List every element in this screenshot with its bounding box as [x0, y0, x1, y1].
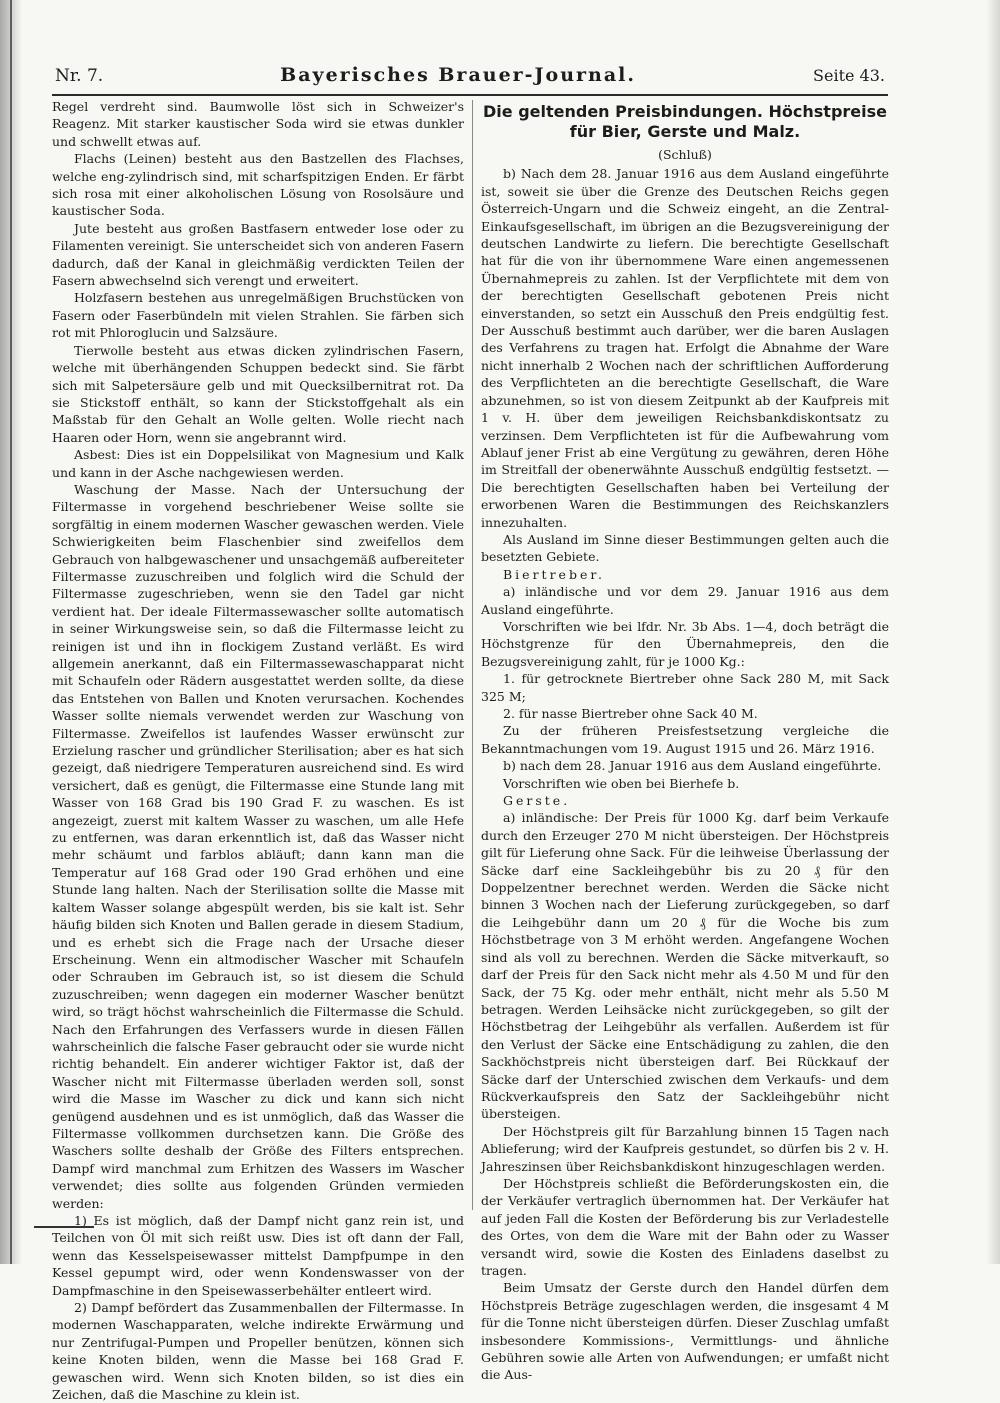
- paragraph: a) inländische: Der Preis für 1000 Kg. darf beim Verkaufe durch den Erzeuger 270 M nicht übersteigen. Der Höchstpreis gilt für Lieferung ohne Sack. Für die leihweise Überlassung der Säcke darf eine Sackleihgebühr bis zu 20 ₰ für den Doppelzentner berechnet werden. Werden die Säcke nicht binnen 3 Wochen nach der Lieferung zurückgegeben, so darf die Leihgebühr dann um 20 ₰ für die Woche bis zum Höchstbetrage von 3 M erhöht werden. Angefangene Wochen sind als voll zu berechnen. Werden die Säcke mitverkauft, so darf der Preis für den Sack nicht mehr als 4.50 M und für den Sack, der 75 Kg. oder mehr enthält, nicht mehr als 5.50 M betragen. Werden Leihsäcke nicht zurückgegeben, so gilt der Höchstbetrag der Leihgebühr als verfallen. Außerdem ist für den Verlust der Säcke eine Entschädigung zu zahlen, die den Sackhöchstpreis nicht übersteigen darf. Bei Rückkauf der Säcke darf der Unterschied zwischen dem Verkaufs- und dem Rückverkaufspreis den Satz der Sackleihgebühr nicht übersteigen.: [481, 810, 889, 1122]
- paragraph: Waschung der Masse. Nach der Untersuchung der Filtermasse in vorgehend beschriebener Weise sollte sie sorgfältig in einem modernen Wascher gewaschen werden. Viele Schwierigkeiten beim Flaschenbier sind zweifellos dem Gebrauch von halbgewaschener und unsachgemäß aufbereiteter Filtermasse zuzuschreiben und folglich wird die Schuld der Filtermasse zugeschrieben, wenn sie den Tadel gar nicht verdient hat. Der ideale Filtermassewascher sollte automatisch in seiner Wirkungsweise sein, so daß die Filtermasse leicht zu reinigen ist und ihn in flockigem Zustand verläßt. Es wird allgemein anerkannt, daß ein Filtermassewaschapparat nicht mit Schaufeln oder Rädern ausgestattet werden sollte, da diese das Entstehen von Ballen und Knoten verursachen. Kochendes Wasser sollte niemals verwendet werden zur Waschung von Filtermasse. Zweifellos ist laufendes Wasser erwünscht zur Erzielung rascher und gründlicher Sterilisation; aber es hat sich gezeigt, daß niedrigere Temperaturen ausreichend sind. Es wird versichert, daß es genügt, die Filtermasse eine Stunde lang mit Wasser von 168 Grad bis 190 Grad F. zu waschen. Es ist angezeigt, zuerst mit kaltem Wasser zu waschen, um alle Hefe zu entfernen, was daran erkenntlich ist, daß das Wasser nicht mehr schäumt und farblos abläuft; dann kann man die Temperatur auf 168 Grad oder 190 Grad erhöhen und eine Stunde lang halten. Nach der Sterilisation sollte die Masse mit kaltem Wasser solange abgespült werden, bis sie kalt ist. Sehr häufig bilden sich Knoten und Ballen gerade in diesem Stadium, und es erhebt sich die Frage nach der Ursache dieser Erscheinung. Wenn ein altmodischer Wascher mit Schaufeln oder Schrauben im Gebrauch ist, so ist diesem die Schuld zuzuschreiben; wenn dagegen ein moderner Wascher benützt wird, so trägt höchst wahrscheinlich die Filtermasse die Schuld. Nach den Erfahrungen des Verfassers wurde in diesen Fällen wahrscheinlich die falsche Faser gebraucht oder sie wurde nicht richtig behandelt. Ein anderer wichtiger Faktor ist, daß der Wascher nicht mit Filtermasse überladen werden soll, sonst wird die Masse im Wascher zu dick und kann sich nicht genügend ausdehnen und es ist unmöglich, daß das Wasser die Filtermasse vollkommen durchsetzen kann. Die Größe des Waschers sollte deshalb der Größe des Filters entsprechen. Dampf wird manchmal zum Erhitzen des Wassers im Wascher verwendet; dies sollte aus folgenden Gründen vermieden werden:: [52, 481, 464, 1211]
- paragraph: 1. für getrocknete Biertreber ohne Sack 280 M, mit Sack 325 M;: [481, 671, 889, 704]
- page-right-edge: [986, 0, 1000, 1264]
- paragraph: Flachs (Leinen) besteht aus den Bastzellen des Flachses, welche eng-zylindrisch sind, mit scharfspitzigen Enden. Er färbt sich rosa mit einer alkoholischen Lösung von Rosolsäure und kaustischer Soda.: [52, 151, 464, 219]
- paragraph: Tierwolle besteht aus etwas dicken zylindrischen Fasern, welche mit überhängenden Schuppen bedeckt sind. Sie färbt sich mit Salpetersäure gelb und mit Quecksilbernitrat rot. Da sie Stickstoff enthält, so kann der Stickstoffgehalt als ein Maßstab für den Gehalt an Wolle gelten. Wolle riecht nach Haaren oder Horn, wenn sie angebrannt wird.: [52, 342, 464, 445]
- paragraph: b) Nach dem 28. Januar 1916 aus dem Ausland eingeführte ist, soweit sie über die Grenze des Deutschen Reichs gegen Österreich-Ungarn und die Schweiz eingeht, an die Zentral-Einkaufsgesellschaft, im übrigen an die Bezugsvereinigung der deutschen Landwirte zu liefern. Die berechtigte Gesellschaft hat für die von ihr übernommene Ware einen angemessenen Übernahmepreis zu zahlen. Ist der Verpflichtete mit dem von der berechtigten Gesellschaft gebotenen Preis nicht einverstanden, so setzt ein Ausschuß den Preis endgültig fest. Der Ausschuß bestimmt auch darüber, wer die baren Auslagen des Verfahrens zu tragen hat. Erfolgt die Abnahme der Ware nicht innerhalb 2 Wochen nach der schriftlichen Aufforderung des Verpflichteten an die berechtigte Gesellschaft, die Ware abzunehmen, so ist von diesem Zeitpunkt ab der Kaufpreis mit 1 v. H. über dem jeweiligen Reichsbankdiskontsatz zu verzinsen. Dem Verpflichteten ist für die Aufbewahrung vom Ablauf jener Frist ab eine Vergütung zu gewähren, deren Höhe im Streitfall der obenerwähnte Ausschuß endgültig festsetzt. — Die berechtigten Gesellschaften haben bei Verteilung der erworbenen Waren die Bestimmungen des Reichskanzlers innezuhalten.: [481, 166, 889, 530]
- paragraph: Als Ausland im Sinne dieser Bestimmungen gelten auch die besetzten Gebiete.: [481, 531, 889, 565]
- paragraph: Der Höchstpreis schließt die Beförderungskosten ein, die der Verkäufer vertraglich übernommen hat. Der Verkäufer hat auf jeden Fall die Kosten der Beförderung bis zur Verladestelle des Ortes, von dem die Ware mit der Bahn oder zu Wasser versandt wird, sowie die Kosten des Einladens daselbst zu tragen.: [481, 1175, 889, 1278]
- article-subtitle: (Schluß): [658, 147, 712, 162]
- issue-number: Nr. 7.: [55, 66, 104, 86]
- section-heading: Gerste.: [503, 793, 571, 809]
- paragraph: Der Höchstpreis gilt für Barzahlung binnen 15 Tagen nach Ablieferung; wird der Kaufpreis gestundet, so dürfen bis 2 v. H. Jahreszinsen über Reichsbankdiskont hinzugeschlagen werden.: [481, 1123, 889, 1174]
- paragraph: Asbest: Dies ist ein Doppelsilikat von Magnesium und Kalk und kann in der Asche nachgewiesen werden.: [52, 447, 464, 480]
- paragraph: Vorschriften wie oben bei Bierhefe b.: [503, 775, 740, 791]
- column-divider: [472, 100, 473, 1210]
- journal-title: Bayerisches Brauer-Journal.: [280, 64, 637, 86]
- section-heading: Biertreber.: [503, 566, 605, 582]
- paragraph: Vorschriften wie bei lfdr. Nr. 3b Abs. 1—4, doch beträgt die Höchstgrenze für den Übernahmepreis, den die Bezugsvereinigung zahlt, für je 1000 Kg.:: [481, 618, 889, 669]
- page-number: Seite 43.: [813, 66, 885, 85]
- right-column: [481, 98, 889, 1383]
- paragraph: Beim Umsatz der Gerste durch den Handel dürfen dem Höchstpreis Beträge zugeschlagen werden, die insgesamt 4 M für die Tonne nicht übersteigen dürfen. Dieser Zuschlag umfaßt insbesondere Kommissions-, Vermittlungs- und ähnliche Gebühren sowie alle Arten von Aufwendungen; er umfaßt nicht die Aus-: [481, 1280, 889, 1383]
- footer-mark: [34, 1226, 94, 1228]
- header-rule: [52, 94, 888, 96]
- page-binding-edge: [0, 0, 22, 1264]
- paragraph: Zu der früheren Preisfestsetzung vergleiche die Bekanntmachungen vom 19. August 1915 und 26. März 1916.: [481, 723, 889, 756]
- paragraph: Regel verdreht sind. Baumwolle löst sich in Schweizer's Reagenz. Mit starker kaustischer Soda wird sie etwas dunkler und schwellt etwas auf.: [52, 99, 464, 149]
- paragraph: Jute besteht aus großen Bastfasern entweder lose oder zu Filamenten vereinigt. Sie unterscheidet sich von anderen Fasern dadurch, daß der Kanal in gleichmäßig verdickten Teilen der Fasern abwechselnd sich verengt und erweitert.: [52, 220, 464, 289]
- paragraph: 1) Es ist möglich, daß der Dampf nicht ganz rein ist, und Teilchen von Öl mit sich reißt usw. Dies ist oft dann der Fall, wenn das Kesselspeisewasser mittelst Dampfpumpe in den Kessel gepumpt wird, oder wenn Kondenswasser von der Dampfmaschine in den Speisewasserbehälter entleert wird.: [52, 1213, 464, 1298]
- paragraph: Holzfasern bestehen aus unregelmäßigen Bruchstücken von Fasern oder Faserbündeln mit vielen Strahlen. Sie färben sich rot mit Phloroglucin und Salzsäure.: [52, 290, 464, 341]
- paragraph: 2) Dampf befördert das Zusammenballen der Filtermasse. In modernen Waschapparaten, welche indirekte Erwärmung und nur Zentrifugal-Pumpen und Propeller benützen, können sich keine Knoten bilden, wenn die Masse bei 168 Grad F. gewaschen wird. Wenn sich Knoten bilden, so ist dies ein Zeichen, daß die Maschine zu klein ist.: [52, 1300, 464, 1403]
- article-title: Die geltenden Preisbindungen. Höchstpreise für Bier, Gerste und Malz.: [483, 102, 887, 141]
- paragraph: 2. für nasse Biertreber ohne Sack 40 M.: [503, 706, 758, 721]
- page-header: [55, 64, 885, 94]
- paragraph: a) inländische und vor dem 29. Januar 1916 aus dem Ausland eingeführte.: [481, 584, 889, 617]
- left-column: [52, 98, 464, 1403]
- paragraph: b) nach dem 28. Januar 1916 aus dem Ausland eingeführte.: [503, 758, 882, 774]
